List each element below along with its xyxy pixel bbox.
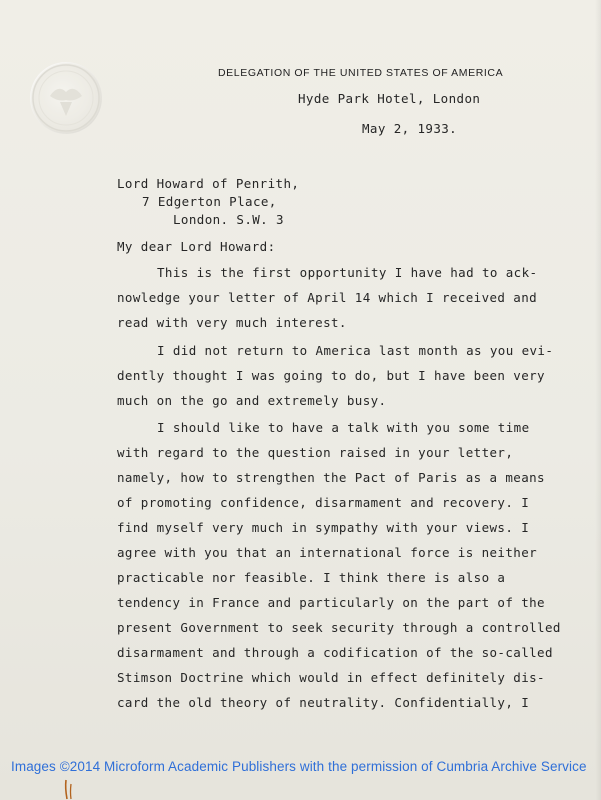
embossed-seal-icon [30, 62, 102, 134]
handwritten-mark-icon [62, 778, 76, 800]
body-line: I should like to have a talk with you some time [157, 420, 530, 435]
body-line: tendency in France and particularly on the part of the [117, 595, 545, 610]
body-line: agree with you that an international force is neither [117, 545, 538, 560]
body-line: read with very much interest. [117, 315, 347, 330]
recipient-name: Lord Howard of Penrith, [117, 176, 300, 191]
body-line: card the old theory of neutrality. Confidentially, I [117, 695, 530, 710]
body-line: I did not return to America last month as you evi- [157, 343, 554, 358]
recipient-city: London. S.W. 3 [173, 212, 284, 227]
salutation: My dear Lord Howard: [117, 239, 276, 254]
page-edge-shadow [595, 0, 601, 800]
body-line: much on the go and extremely busy. [117, 393, 387, 408]
body-line: present Government to seek security through a controlled [117, 620, 561, 635]
letterhead-organization: DELEGATION OF THE UNITED STATES OF AMERICA [218, 67, 504, 79]
body-line: of promoting confidence, disarmament and recovery. I [117, 495, 530, 510]
letterhead-hotel: Hyde Park Hotel, London [298, 91, 481, 106]
copyright-credit: Images ©2014 Microform Academic Publishers with the permission of Cumbria Archive Service [11, 759, 587, 774]
body-line: namely, how to strengthen the Pact of Paris as a means [117, 470, 545, 485]
recipient-street: 7 Edgerton Place, [142, 194, 277, 209]
body-line: nowledge your letter of April 14 which I received and [117, 290, 538, 305]
body-line: Stimson Doctrine which would in effect definitely dis- [117, 670, 545, 685]
body-line: disarmament and through a codification of the so-called [117, 645, 553, 660]
body-line: practicable nor feasible. I think there is also a [117, 570, 506, 585]
body-line: with regard to the question raised in your letter, [117, 445, 514, 460]
body-line: find myself very much in sympathy with your views. I [117, 520, 530, 535]
body-line: This is the first opportunity I have had to ack- [157, 265, 538, 280]
body-line: dently thought I was going to do, but I have been very [117, 368, 545, 383]
letter-date: May 2, 1933. [362, 121, 458, 136]
